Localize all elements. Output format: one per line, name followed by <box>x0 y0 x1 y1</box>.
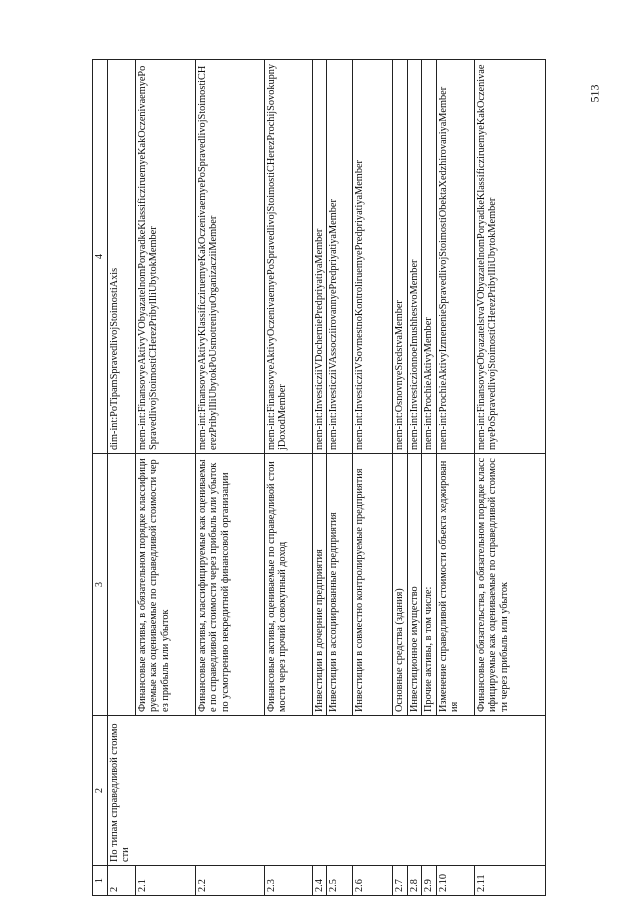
row-number: 2.8 <box>407 866 422 896</box>
row-code: dim-int:PoTipamSpravedlivojStoimostiAxis <box>107 60 135 454</box>
row-description: Финансовые активы, оцениваемые по справедливой стоимости через прочий совокупный доход <box>264 454 312 716</box>
row-code: mem-int:InvesticziiVSovmestnoKontroliruemyePredpriyatiyaMember <box>353 60 393 454</box>
row-description: Инвестиционное имущество <box>407 454 422 716</box>
header-col-1: 1 <box>93 866 108 896</box>
header-col-2: 2 <box>93 716 108 866</box>
axis-name: По типам справедливой стоимости <box>107 716 545 866</box>
row-code: mem-int:InvesticziiVDocherniePredpriyatiyaMember <box>312 60 327 454</box>
row-description <box>107 454 135 716</box>
row-description: Изменение справедливой стоимости объекта хеджирования <box>436 454 474 716</box>
row-description: Инвестиции в дочерние предприятия <box>312 454 327 716</box>
row-number: 2.4 <box>312 866 327 896</box>
rotated-page-content <box>92 60 544 896</box>
row-description: Финансовые обязательства, в обязательном порядке классифицируемые как оцениваемые по справедливой стоимости через прибыль или убыток <box>474 454 545 716</box>
row-description: Основные средства (здания) <box>393 454 408 716</box>
row-number: 2.10 <box>436 866 474 896</box>
row-description: Финансовые активы, классифицируемые как оцениваемые по справедливой стоимости через прибыль или убыток по усмотрению некредитной финансовой организации <box>195 454 264 716</box>
row-number: 2.7 <box>393 866 408 896</box>
row-number: 2.2 <box>195 866 264 896</box>
row-code: mem-int:ProchieAktivyMember <box>422 60 437 454</box>
row-code: mem-int:FinansovyeObyazatelstvaVObyazatelnomPoryadkeKlassificziruemyeKakOczenivaemyePoSpravedlivojStoimostiCHerezPribylIliUbytokMember <box>474 60 545 454</box>
row-description: Финансовые активы, в обязательном порядке классифицируемые как оцениваемые по справедливой стоимости через прибыль или убыток <box>135 454 195 716</box>
row-description: Инвестиции в совместно контролируемые предприятия <box>353 454 393 716</box>
row-number: 2.9 <box>422 866 437 896</box>
row-code: mem-int:InvesticziiVAssocziirovannyePredpriyatiyaMember <box>327 60 353 454</box>
row-number: 2.1 <box>135 866 195 896</box>
header-col-3: 3 <box>93 454 108 716</box>
row-code: mem-int:FinansovyeAktivyKlassificziruemyeKakOczenivaemyePoSpravedlivojStoimostiCHerezPribylIliUbytokPoUsmotreniyuOrganizacziiMember <box>195 60 264 454</box>
row-description: Прочие активы, в том числе: <box>422 454 437 716</box>
row-code: mem-int:ProchieAktivyIzmenenieSpravedlivojStoimostiObektaXedzhirovaniyaMember <box>436 60 474 454</box>
row-number: 2 <box>107 866 135 896</box>
row-number: 2.5 <box>327 866 353 896</box>
table-row-2 <box>107 60 135 896</box>
row-code: mem-int:InvesticzionnoeImushhestvoMember <box>407 60 422 454</box>
row-number: 2.3 <box>264 866 312 896</box>
row-code: mem-int:FinansovyeAktivyOczenivaemyePoSpravedlivojStoimostiCHerezProchijSovokupnyjDoxodMember <box>264 60 312 454</box>
row-code: mem-int:FinansovyeAktivyVObyazatelnomPoryadkeKlassificziruemyeKakOczenivaemyePoSpravedlivojStoimostiCHerezPribylIliUbytokMember <box>135 60 195 454</box>
header-col-4: 4 <box>93 60 108 454</box>
row-number: 2.11 <box>474 866 545 896</box>
header-row <box>93 60 108 896</box>
page-number: 513 <box>587 84 602 103</box>
row-number: 2.6 <box>353 866 393 896</box>
classification-table <box>92 59 546 896</box>
row-code: mem-int:OsnovnyeSredstvaMember <box>393 60 408 454</box>
row-description: Инвестиции в ассоциированные предприятия <box>327 454 353 716</box>
